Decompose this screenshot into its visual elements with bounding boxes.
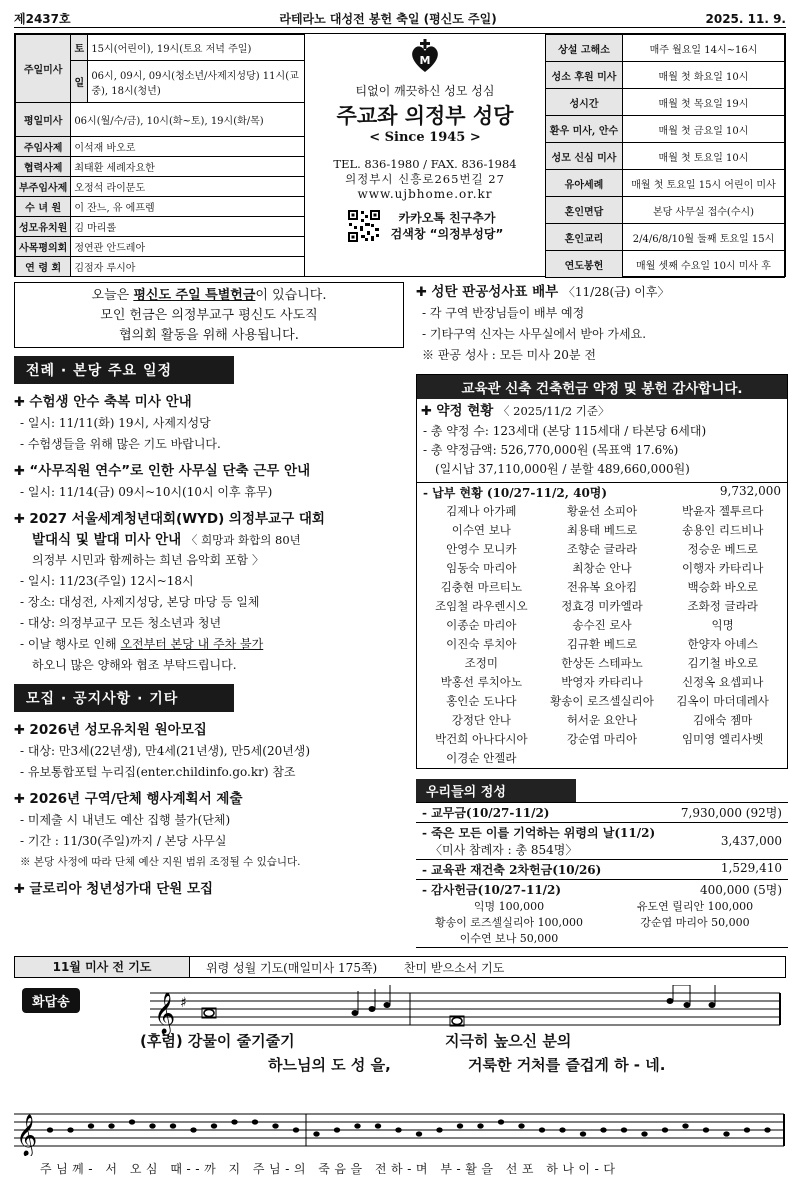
offering-row	[416, 859, 788, 879]
service-label: 성모 신심 미사	[546, 143, 623, 170]
donor-name: 김충현 마르티노	[440, 580, 523, 594]
donor-name: 김제나 아가페	[446, 504, 517, 518]
item-heading-sub: 〈11/28(금) 이후〉	[562, 285, 670, 299]
donor-name: 임동숙 마리아	[446, 561, 517, 575]
note-head	[498, 1119, 504, 1124]
note-head	[354, 1123, 360, 1128]
donor-name: 박윤자 젤투르다	[681, 504, 764, 518]
item-line: ※ 판공 성사 : 모든 미사 20분 전	[422, 348, 596, 362]
section-liturgy: 전례 · 본당 주요 일정	[14, 356, 234, 384]
item-heading-text: 성탄 판공성사표 배부	[431, 284, 559, 300]
donor-name: 김옥이 마더데레사	[676, 694, 769, 708]
psalm-lyric: 지극히 높으신 분의	[445, 1032, 572, 1050]
service-label: 혼인교리	[546, 224, 623, 251]
offering-sub: 〈미사 참례자 : 총 854명〉	[430, 843, 578, 857]
saturday-times: 15시(어린이), 19시(토요 저녁 주일)	[88, 35, 305, 61]
item-heading: ✚ 글로리아 청년성가대 단원 모집	[14, 879, 404, 900]
donor-name: 한양자 아녜스	[687, 637, 758, 651]
donor-name: 백승화 바오로	[687, 580, 758, 594]
parish-motto: 티없이 깨끗하신 성모 성심	[355, 84, 495, 98]
paid-heading: - 납부 현황 (10/27-11/2, 40명)	[423, 486, 608, 500]
item-heading: ✚ 2026년 성모유치원 원아모집	[14, 720, 404, 741]
sunday-times: 06시, 09시, 09시(청소년/사제지성당) 11시(교중), 18시(청년)	[88, 61, 305, 103]
donor-name: 홍인순 도나다	[446, 694, 517, 708]
offering-row	[416, 822, 788, 859]
item-line: 의정부 시민과 함께하는 희년 음악회 포함 〉	[32, 553, 264, 567]
prayer-label: 11월 미사 전 기도	[15, 957, 190, 977]
parish-name: 주교좌 의정부 성당	[336, 103, 514, 128]
offering-label: - 교육관 재건축 2차헌금(10/26)	[422, 863, 602, 877]
donor-name: 송수진 로사	[572, 618, 632, 632]
svg-text:♯: ♯	[180, 995, 187, 1011]
service-value: 매월 셋째 수요일 10시 미사 후	[623, 251, 785, 278]
donor-name: 박영자 카타리나	[561, 675, 643, 689]
item-line: 하오니 많은 양해와 협조 부탁드립니다.	[32, 658, 237, 672]
note-head	[211, 1123, 217, 1128]
note-head	[477, 1123, 483, 1128]
svg-text:𝄞: 𝄞	[154, 993, 176, 1034]
item-line: - 기간 : 11/30(주일)까지 / 본당 사무실	[20, 834, 227, 848]
item-heading-sub: 〈 희망과 화합의 80년	[185, 533, 301, 547]
donor-name: 조임철 라우렌시오	[435, 599, 528, 613]
donor-name: 김기철 바오로	[687, 656, 758, 670]
note-head	[88, 1123, 94, 1128]
offering-value: 400,000 (5명)	[699, 883, 782, 897]
services-table	[545, 34, 785, 278]
donor-name: 강정단 안나	[451, 713, 511, 727]
psalm-verse: 주님께- 서 오심 때--까 지 주님-의 죽음을 전하-며 부-활을 선포 하나이-다	[40, 1162, 620, 1176]
item-line: - 미제출 시 내년도 예산 집행 불가(단체)	[20, 813, 231, 827]
donor-names	[417, 502, 787, 768]
issue-number: 제2437호	[14, 12, 71, 26]
service-label: 혼인면담	[546, 197, 623, 224]
note-head	[600, 1127, 606, 1132]
note-head	[641, 1131, 647, 1136]
donor-name: 정승운 베드로	[687, 542, 758, 556]
pledge-date: 〈 2025/11/2 기준〉	[498, 404, 610, 418]
service-value: 매월 첫 화요일 10시	[623, 62, 785, 89]
building-fund-box	[416, 374, 788, 769]
building-fund-title: 교육관 신축 건축헌금 약정 및 봉헌 감사합니다.	[417, 375, 787, 399]
offering-value: 7,930,000 (92명)	[680, 806, 782, 820]
pledge-heading-text: 약정 현황	[436, 403, 494, 419]
item-line: - 대상: 의정부교구 모든 청소년과 청년	[20, 616, 222, 630]
donor-name: 이진숙 루치아	[446, 637, 517, 651]
svg-text:M: M	[419, 54, 431, 67]
item-heading-cont	[14, 530, 404, 550]
item-heading: ✚ 수험생 안수 축복 미사 안내	[14, 392, 404, 413]
offering-row	[416, 802, 788, 822]
kakao-add-friend: 카카오톡 친구추가	[398, 211, 496, 225]
offering-label: - 교무금(10/27-11/2)	[422, 806, 550, 820]
music-staff-1	[150, 985, 790, 1035]
thanks-donor: 익명 100,000	[473, 900, 545, 913]
pledge-line: - 총 약정금액: 526,770,000원 (목표액 17.6%)	[423, 443, 679, 457]
mass-schedule-table	[15, 34, 305, 277]
pledge-line: - 총 약정 수: 123세대 (본당 115세대 / 타본당 6세대)	[423, 424, 707, 438]
note-head	[252, 1119, 258, 1124]
note-head	[621, 1127, 627, 1132]
weekday-times: 06시(월/수/금), 10시(화~토), 19시(화/목)	[71, 103, 305, 137]
item-line	[14, 634, 404, 655]
note-head	[457, 1123, 463, 1128]
donor-name: 황송이 로즈셀실리아	[550, 694, 654, 708]
donor-name: 황윤선 소피아	[566, 504, 638, 518]
donor-name: 신정옥 요셉피나	[681, 675, 764, 689]
offerings-title: 우리들의 정성	[416, 779, 576, 802]
item-heading	[416, 282, 788, 303]
donor-name: 이종순 마리아	[446, 618, 517, 632]
psalm-lyric: 하느님의 도 성 을,	[268, 1056, 391, 1074]
music-staff-2	[14, 1100, 786, 1156]
parish-since: < Since 1945 >	[369, 130, 481, 145]
psalm-label: 화답송	[22, 988, 80, 1013]
sunday-mass-label: 주일미사	[16, 35, 71, 103]
thanks-donors	[416, 899, 788, 947]
staff-value: 정연관 안드레아	[71, 237, 305, 257]
service-label: 환우 미사, 안수	[546, 116, 623, 143]
bulletin-date: 2025. 11. 9.	[705, 11, 786, 26]
donor-name: 허서운 요안나	[566, 713, 638, 727]
notice-text: 협의회 활동을 위해 사용됩니다.	[119, 328, 299, 343]
note-head	[293, 1127, 299, 1132]
pledge-heading	[421, 401, 783, 422]
note-head	[703, 1127, 709, 1132]
item-line: - 장소: 대성전, 사제지성당, 본당 마당 등 일체	[20, 595, 260, 609]
header-box	[14, 33, 786, 277]
note-head	[395, 1127, 401, 1132]
notice-highlight: 평신도 주일 특별헌금	[133, 288, 256, 303]
donor-name: 박홍선 루치아노	[440, 675, 523, 689]
offering-value: 3,437,000	[720, 834, 782, 848]
item-line: - 일시: 11/14(금) 09시~10시(10시 이후 휴무)	[20, 485, 273, 499]
staff-value: 이 잔느, 유 에프렘	[71, 197, 305, 217]
item-line: - 각 구역 반장님들이 배부 예정	[422, 306, 585, 320]
note-head	[723, 1131, 729, 1136]
note-head	[744, 1127, 750, 1132]
note-head	[47, 1127, 53, 1132]
note-head	[190, 1127, 196, 1132]
staff-value: 김점자 루시아	[71, 257, 305, 277]
service-label: 연도봉헌	[546, 251, 623, 278]
offering-row	[416, 879, 788, 899]
item-line: - 대상: 만3세(22년생), 만4세(21년생), 만5세(20년생)	[20, 744, 311, 758]
donor-name: 김애숙 젬마	[693, 713, 753, 727]
service-value: 본당 사무실 접수(수시)	[623, 197, 785, 224]
notice-text: 오늘은	[91, 288, 134, 303]
item-line: - 유보통합포털 누리집(enter.childinfo.go.kr) 참조	[20, 765, 296, 779]
donor-name: 이경순 안젤라	[446, 751, 517, 765]
svg-text:𝄞: 𝄞	[16, 1115, 38, 1156]
donor-name: 전유복 요아킴	[566, 580, 638, 594]
note-head	[170, 1123, 176, 1128]
note-head	[662, 1127, 668, 1132]
note-head	[682, 1123, 688, 1128]
psalm-lyric: (후렴) 강물이 줄기줄기	[140, 1032, 295, 1050]
parish-info	[305, 34, 545, 276]
bulletin-title: 라테라노 대성전 봉헌 축일 (평신도 주일)	[279, 12, 497, 26]
saturday-label: 토	[71, 35, 88, 61]
note-head	[416, 1131, 422, 1136]
note-head	[108, 1123, 114, 1128]
service-label: 유아세례	[546, 170, 623, 197]
staff-label: 연 령 회	[16, 257, 71, 277]
note-head	[436, 1127, 442, 1132]
item-heading: ✚ 2026년 구역/단체 행사계획서 제출	[14, 789, 404, 810]
item-heading: ✚ 2027 서울세계청년대회(WYD) 의정부교구 대회	[14, 509, 404, 530]
special-collection-notice	[14, 282, 404, 348]
notice-text: 이 있습니다.	[255, 288, 327, 303]
staff-label: 수 녀 원	[16, 197, 71, 217]
item-heading: ✚ “사무직원 연수”로 인한 사무실 단축 근무 안내	[14, 461, 404, 482]
donor-name: 송용인 리드비나	[681, 523, 764, 537]
thanks-donor: 이수연 보나 50,000	[459, 932, 559, 945]
note-head	[129, 1119, 135, 1124]
service-value: 매월 첫 금요일 10시	[623, 116, 785, 143]
parking-warning: 오전부터 본당 내 주차 불가	[120, 637, 264, 651]
item-line: - 일시: 11/11(화) 19시, 사제지성당	[20, 416, 211, 430]
service-value: 매월 첫 목요일 19시	[623, 89, 785, 116]
donor-name: 이행자 카타리나	[681, 561, 764, 575]
qr-code-icon[interactable]	[347, 209, 381, 243]
donor-name: 박건희 아나다시아	[435, 732, 528, 746]
service-label: 상설 고해소	[546, 35, 623, 62]
offering-label: - 감사헌금(10/27-11/2)	[422, 883, 562, 897]
top-bar	[14, 10, 786, 28]
left-column	[14, 282, 404, 900]
item-line: - 일시: 11/23(주일) 12시~18시	[20, 574, 194, 588]
staff-label: 사목평의회	[16, 237, 71, 257]
note-head	[149, 1123, 155, 1128]
service-label: 성시간	[546, 89, 623, 116]
service-value: 매주 월요일 14시~16시	[623, 35, 785, 62]
item-heading-text: 발대식 및 발대 미사 안내	[32, 532, 182, 548]
service-value: 매월 첫 토요일 15시 어린이 미사	[623, 170, 785, 197]
staff-label: 부주임사제	[16, 177, 71, 197]
paid-total: 9,732,000	[719, 484, 781, 498]
note-head	[764, 1127, 770, 1132]
service-label: 성소 후원 미사	[546, 62, 623, 89]
psalm-lyric: 거룩한 거처를 즐겁게 하 - 네.	[468, 1056, 666, 1074]
donor-name: 강순엽 마리아	[566, 732, 638, 746]
staff-label: 성모유치원	[16, 217, 71, 237]
weekday-mass-label: 평일미사	[16, 103, 71, 137]
staff-label: 협력사제	[16, 157, 71, 177]
donor-name: 최용태 베드로	[566, 523, 638, 537]
donor-name: 한상돈 스테파노	[561, 656, 643, 670]
prayer-text: 위령 성월 기도(매일미사 175쪽) 찬미 받으소서 기도	[206, 960, 505, 975]
item-line: ※ 본당 사정에 따라 단체 예산 지원 범위 조정될 수 있습니다.	[20, 856, 301, 868]
thanks-donor: 황송이 로즈셀실리아 100,000	[434, 916, 584, 929]
notice-text: 모인 헌금은 의정부교구 평신도 사도직	[100, 308, 318, 323]
donor-name: 익명	[711, 618, 734, 632]
staff-value: 이석재 바오로	[71, 137, 305, 157]
donor-name: 조화정 글라라	[687, 599, 758, 613]
note-head	[539, 1127, 545, 1132]
parish-tel: TEL. 836-1980 / FAX. 836-1984	[333, 157, 517, 171]
donor-name: 임미영 엘리사벳	[681, 732, 764, 746]
item-text: - 이날 행사로 인해	[20, 637, 121, 651]
parish-address: 의정부시 신흥로265번길 27	[345, 172, 505, 186]
note-head	[231, 1119, 237, 1124]
staff-value: 오정석 라이문도	[71, 177, 305, 197]
note-head	[67, 1127, 73, 1132]
sunday-label: 일	[71, 61, 88, 103]
service-value: 매월 첫 토요일 10시	[623, 143, 785, 170]
prayer-bar	[14, 956, 786, 978]
note-head	[518, 1123, 524, 1128]
parish-website[interactable]: www.ujbhome.or.kr	[357, 187, 493, 201]
item-line: - 기타구역 신자는 사무실에서 받아 가세요.	[422, 327, 647, 341]
item-line: - 수험생들을 위해 많은 기도 바랍니다.	[20, 437, 221, 451]
donor-name: 최창순 안나	[572, 561, 632, 575]
staff-value: 최태환 세례자요한	[71, 157, 305, 177]
donor-name: 김규환 베드로	[566, 637, 638, 651]
service-value: 2/4/6/8/10월 둘째 토요일 15시	[623, 224, 785, 251]
note-head	[559, 1127, 565, 1132]
parish-emblem-icon	[408, 38, 442, 74]
note-head	[580, 1131, 586, 1136]
offering-label: - 죽은 모든 이를 기억하는 위령의 날(11/2)	[422, 826, 656, 840]
staff-label: 주임사제	[16, 137, 71, 157]
pledge-line: (일시납 37,110,000원 / 분할 489,660,000원)	[435, 462, 690, 476]
offering-value: 1,529,410	[720, 861, 782, 875]
thanks-donor: 강순엽 마리아 50,000	[640, 916, 750, 929]
thanks-donor: 유도연 릴리안 100,000	[636, 900, 754, 913]
donor-name: 안영수 모니카	[446, 542, 517, 556]
note-head	[272, 1123, 278, 1128]
offerings-box	[416, 779, 788, 948]
section-notices: 모집 · 공지사항 · 기타	[14, 684, 234, 712]
donor-name: 조정미	[464, 656, 498, 670]
donor-name: 정효경 미카엘라	[561, 599, 643, 613]
staff-value: 김 마리롤	[71, 217, 305, 237]
note-head	[375, 1123, 381, 1128]
right-column	[416, 282, 788, 948]
donor-name: 이수연 보나	[451, 523, 511, 537]
note-head	[313, 1131, 319, 1136]
donor-name: 조향순 글라라	[566, 542, 638, 556]
kakao-search: 검색창 “의정부성당”	[390, 227, 504, 241]
note-head	[334, 1127, 340, 1132]
